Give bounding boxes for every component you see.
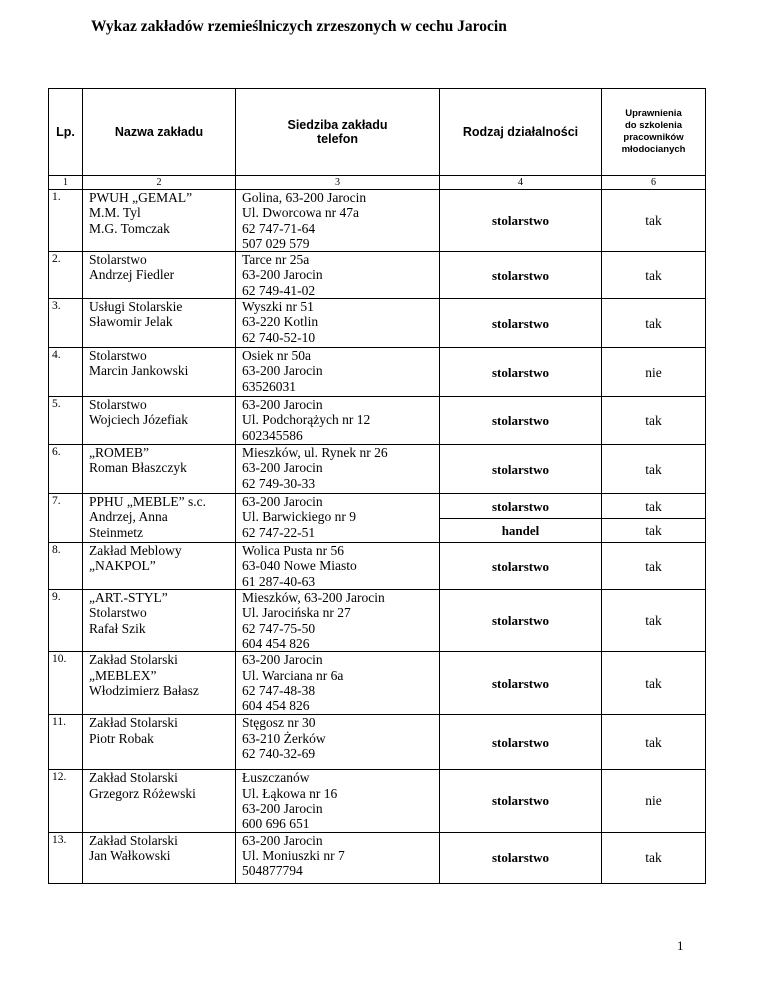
- table-row: [49, 652, 706, 715]
- cell-activity: handel: [440, 519, 602, 543]
- cell-name-line: Stolarstwo: [89, 252, 147, 268]
- page-title: Wykaz zakładów rzemieślniczych zrzeszonych w cechu Jarocin: [91, 18, 507, 35]
- cell-activity: stolarstwo: [440, 190, 602, 252]
- table-row: [49, 590, 706, 652]
- cell-name: [83, 494, 236, 543]
- header-permissions: Uprawnienia do szkolenia pracowników młodocianych: [602, 89, 706, 176]
- cell-permission: tak: [602, 494, 706, 519]
- table-row: [49, 543, 706, 590]
- cell-permission: tak: [602, 190, 706, 252]
- cell-activity: stolarstwo: [440, 715, 602, 770]
- cell-name-line: M.M. Tyl: [89, 205, 141, 221]
- cell-activity: stolarstwo: [440, 543, 602, 590]
- cell-name: [83, 715, 236, 770]
- header-name: Nazwa zakładu: [83, 89, 236, 176]
- cell-address-line: Ul. Łąkowa nr 16: [242, 785, 338, 801]
- cell-name-line: Zakład Stolarski: [89, 652, 178, 668]
- cell-address-line: 63-220 Kotlin: [242, 314, 319, 330]
- cell-name-line: Zakład Stolarski: [89, 832, 178, 848]
- cell-lp: 9.: [49, 590, 83, 652]
- cell-name-line: Steinmetz: [89, 524, 143, 540]
- cell-name-line: „ART.-STYL”: [89, 590, 168, 606]
- cell-address-line: 63-200 Jarocin: [242, 460, 323, 476]
- cell-address-line: 63-200 Jarocin: [242, 363, 323, 379]
- cell-address: [236, 770, 440, 832]
- column-number-row: [49, 176, 706, 190]
- table-row: [49, 715, 706, 770]
- cell-address-line: 63-040 Nowe Miasto: [242, 558, 357, 574]
- cell-name-line: PPHU „MEBLE” s.c.: [89, 494, 206, 510]
- cell-name: [83, 652, 236, 715]
- cell-name-line: Grzegorz Różewski: [89, 785, 196, 801]
- cell-address-line: Wyszki nr 51: [242, 299, 314, 315]
- table-row: [49, 190, 706, 252]
- cell-name-line: Stolarstwo: [89, 397, 147, 413]
- cell-name-line: Stolarstwo: [89, 605, 147, 621]
- cell-activity: stolarstwo: [440, 252, 602, 299]
- cell-address-line: 61 287-40-63: [242, 573, 316, 589]
- cell-lp: 6.: [49, 445, 83, 494]
- cell-name-line: Zakład Stolarski: [89, 770, 178, 786]
- cell-activity: stolarstwo: [440, 397, 602, 445]
- workshops-table: [48, 88, 706, 884]
- cell-name: [83, 832, 236, 883]
- cell-name: [83, 252, 236, 299]
- table-header-row: [49, 89, 706, 176]
- cell-address: [236, 348, 440, 397]
- cell-address-line: 63-200 Jarocin: [242, 267, 323, 283]
- cell-activity: stolarstwo: [440, 590, 602, 652]
- cell-address-line: 63-200 Jarocin: [242, 397, 323, 413]
- table-row: [49, 445, 706, 494]
- cell-address-line: 63-200 Jarocin: [242, 800, 323, 816]
- cell-name-line: Usługi Stolarskie: [89, 299, 183, 315]
- cell-lp: 10.: [49, 652, 83, 715]
- cell-lp: 7.: [49, 494, 83, 543]
- cell-activity: stolarstwo: [440, 832, 602, 883]
- cell-name-line: „NAKPOL”: [89, 558, 156, 574]
- cell-activity: stolarstwo: [440, 348, 602, 397]
- cell-name-line: Marcin Jankowski: [89, 363, 189, 379]
- cell-name: [83, 190, 236, 252]
- header-address: Siedziba zakładu telefon: [236, 89, 440, 176]
- cell-address-line: Ul. Podchorążych nr 12: [242, 412, 371, 428]
- cell-activity: stolarstwo: [440, 494, 602, 519]
- cell-lp: 1.: [49, 190, 83, 252]
- cell-name-line: Andrzej, Anna: [89, 509, 168, 525]
- cell-address: [236, 494, 440, 543]
- column-number: 4: [440, 176, 602, 190]
- cell-address-line: 604 454 826: [242, 698, 310, 714]
- cell-address-line: Ul. Moniuszki nr 7: [242, 847, 345, 863]
- cell-lp: 4.: [49, 348, 83, 397]
- table-row: [49, 252, 706, 299]
- cell-activity: stolarstwo: [440, 652, 602, 715]
- column-number: 2: [83, 176, 236, 190]
- column-number: 6: [602, 176, 706, 190]
- cell-name-line: Zakład Meblowy: [89, 543, 182, 559]
- cell-lp: 2.: [49, 252, 83, 299]
- cell-address: [236, 397, 440, 445]
- cell-address-line: 602345586: [242, 427, 303, 443]
- page-number: 1: [677, 938, 684, 953]
- cell-address-line: Golina, 63-200 Jarocin: [242, 190, 367, 205]
- cell-permission: tak: [602, 397, 706, 445]
- cell-activity: stolarstwo: [440, 770, 602, 832]
- cell-address: [236, 543, 440, 590]
- cell-permission: tak: [602, 543, 706, 590]
- cell-address-line: 62 749-41-02: [242, 282, 316, 298]
- cell-address-line: 63-200 Jarocin: [242, 494, 323, 510]
- table-row: [49, 832, 706, 883]
- cell-name: [83, 590, 236, 652]
- cell-address-line: 504877794: [242, 863, 303, 879]
- cell-address-line: 62 740-52-10: [242, 329, 316, 345]
- cell-address: [236, 445, 440, 494]
- cell-name-line: Wojciech Józefiak: [89, 412, 188, 428]
- cell-address-line: Ul. Dworcowa nr 47a: [242, 205, 359, 221]
- cell-name-line: PWUH „GEMAL”: [89, 190, 193, 205]
- cell-address: [236, 590, 440, 652]
- cell-address-line: Tarce nr 25a: [242, 252, 310, 268]
- cell-name-line: Piotr Robak: [89, 730, 154, 746]
- cell-name-line: Zakład Stolarski: [89, 715, 178, 731]
- cell-name-line: Włodzimierz Bałasz: [89, 682, 199, 698]
- cell-name: [83, 770, 236, 832]
- cell-lp: 11.: [49, 715, 83, 770]
- cell-name-line: Jan Wałkowski: [89, 847, 171, 863]
- cell-name: [83, 543, 236, 590]
- cell-permission: tak: [602, 519, 706, 543]
- header-activity: Rodzaj działalności: [440, 89, 602, 176]
- cell-permission: tak: [602, 445, 706, 494]
- cell-address-line: 63-210 Żerków: [242, 730, 326, 746]
- cell-address-line: Stęgosz nr 30: [242, 715, 316, 731]
- column-number: 3: [236, 176, 440, 190]
- cell-permission: tak: [602, 832, 706, 883]
- cell-address-line: 600 696 651: [242, 816, 310, 832]
- cell-address: [236, 299, 440, 348]
- cell-address: [236, 252, 440, 299]
- cell-permission: tak: [602, 715, 706, 770]
- cell-address-line: Łuszczanów: [242, 770, 310, 786]
- cell-address-line: 62 740-32-69: [242, 745, 316, 761]
- cell-address-line: 604 454 826: [242, 636, 310, 652]
- cell-address-line: Wolica Pusta nr 56: [242, 543, 345, 559]
- cell-name: [83, 397, 236, 445]
- cell-name: [83, 348, 236, 397]
- cell-name-line: Rafał Szik: [89, 620, 146, 636]
- cell-name: [83, 299, 236, 348]
- cell-address: [236, 190, 440, 252]
- cell-address: [236, 715, 440, 770]
- cell-lp: 3.: [49, 299, 83, 348]
- table-row: [49, 299, 706, 348]
- cell-permission: tak: [602, 652, 706, 715]
- cell-permission: nie: [602, 770, 706, 832]
- cell-address-line: Osiek nr 50a: [242, 348, 311, 364]
- cell-activity: stolarstwo: [440, 445, 602, 494]
- cell-address-line: 62 747-71-64: [242, 220, 316, 236]
- cell-lp: 5.: [49, 397, 83, 445]
- cell-permission: tak: [602, 252, 706, 299]
- table-row: [49, 770, 706, 832]
- cell-name-line: Roman Błaszczyk: [89, 460, 187, 476]
- table-row: [49, 348, 706, 397]
- table-row: [49, 397, 706, 445]
- cell-address-line: 63-200 Jarocin: [242, 832, 323, 848]
- cell-permission: nie: [602, 348, 706, 397]
- column-number: 1: [49, 176, 83, 190]
- cell-name-line: Stolarstwo: [89, 348, 147, 364]
- cell-lp: 12.: [49, 770, 83, 832]
- cell-permission: tak: [602, 299, 706, 348]
- header-lp: Lp.: [49, 89, 83, 176]
- cell-permission: tak: [602, 590, 706, 652]
- cell-address-line: 507 029 579: [242, 235, 310, 251]
- cell-address-line: 63526031: [242, 378, 296, 394]
- cell-address: [236, 652, 440, 715]
- cell-name-line: Andrzej Fiedler: [89, 267, 175, 283]
- cell-lp: 13.: [49, 832, 83, 883]
- cell-address-line: Mieszków, 63-200 Jarocin: [242, 590, 385, 606]
- cell-address: [236, 832, 440, 883]
- cell-address-line: Ul. Warciana nr 6a: [242, 667, 344, 683]
- cell-address-line: 62 747-75-50: [242, 620, 316, 636]
- cell-activity: stolarstwo: [440, 299, 602, 348]
- cell-address-line: 63-200 Jarocin: [242, 652, 323, 668]
- cell-lp: 8.: [49, 543, 83, 590]
- cell-address-line: 62 747-22-51: [242, 524, 316, 540]
- cell-address-line: Ul. Barwickiego nr 9: [242, 509, 356, 525]
- cell-name-line: „MEBLEX”: [89, 667, 157, 683]
- cell-name: [83, 445, 236, 494]
- cell-name-line: Sławomir Jelak: [89, 314, 173, 330]
- cell-address-line: Ul. Jarocińska nr 27: [242, 605, 351, 621]
- cell-name-line: „ROMEB”: [89, 445, 149, 461]
- cell-address-line: 62 749-30-33: [242, 475, 316, 491]
- table-row: [49, 494, 706, 519]
- cell-address-line: 62 747-48-38: [242, 682, 316, 698]
- cell-address-line: Mieszków, ul. Rynek nr 26: [242, 445, 388, 461]
- cell-name-line: M.G. Tomczak: [89, 220, 170, 236]
